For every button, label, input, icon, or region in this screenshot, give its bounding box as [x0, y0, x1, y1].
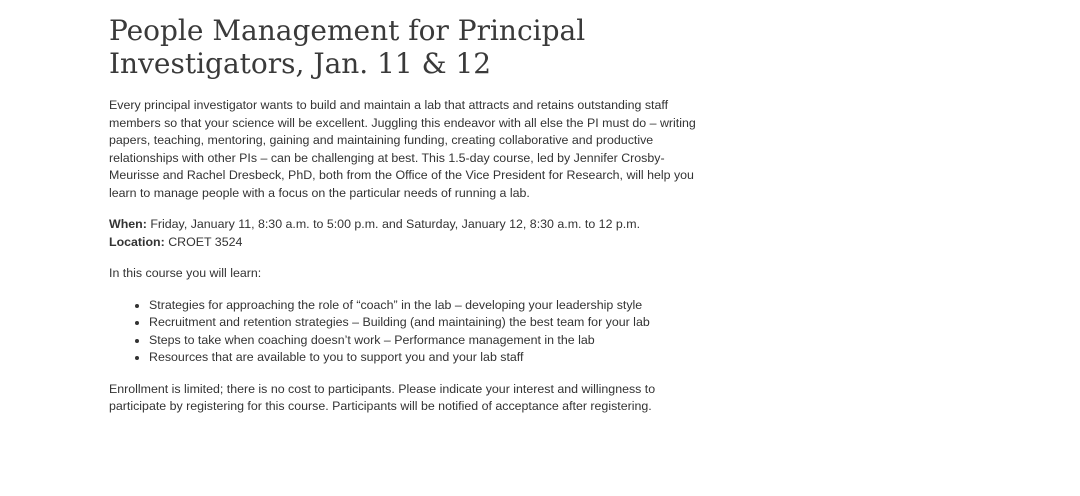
event-details — [109, 216, 699, 251]
when-label: When: — [109, 217, 147, 231]
location-line — [109, 234, 699, 252]
article — [109, 14, 699, 430]
location-value: CROET 3524 — [168, 234, 243, 249]
when-value: Friday, January 11, 8:30 a.m. to 5:00 p.m. and Saturday, January 12, 8:30 a.m. to 12 p.m. — [150, 217, 641, 231]
learn-intro: In this course you will learn: — [109, 266, 262, 280]
list-item: • Steps to take when coaching doesn’t work – Performance management in the lab — [149, 332, 699, 350]
learn-list — [109, 297, 699, 367]
when-line — [109, 216, 699, 234]
list-item: • Recruitment and retention strategies – Building (and maintaining) the best team for your lab — [149, 314, 699, 332]
enrollment-paragraph: Enrollment is limited; there is no cost to participants. Please indicate your interest and willingness to participate by registering for this course. Participants will be notified of acceptance after registering. — [109, 381, 656, 413]
article-body — [109, 97, 699, 416]
page-title: People Management for Principal Investigators, Jan. 11 & 12 — [109, 14, 586, 80]
intro-paragraph: Every principal investigator wants to build and maintain a lab that attracts and retains outstanding staff members so that your science will be excellent. Juggling this endeavor with all else the PI must do – writing papers, teaching, mentoring, gaining and maintaining funding, creating collaborative and productive relationships with other PIs – can be challenging at best. This 1.5-day course, led by Jennifer Crosby-Meurisse and Rachel Dresbeck, PhD, both from the Office of the Vice President for Research, will help you learn to manage people with a focus on the particular needs of running a lab. — [109, 98, 696, 200]
list-item: • Strategies for approaching the role of “coach” in the lab – developing your leadership style — [149, 297, 699, 315]
list-item: • Resources that are available to you to support you and your lab staff — [149, 349, 699, 367]
location-label: Location: — [109, 234, 165, 249]
